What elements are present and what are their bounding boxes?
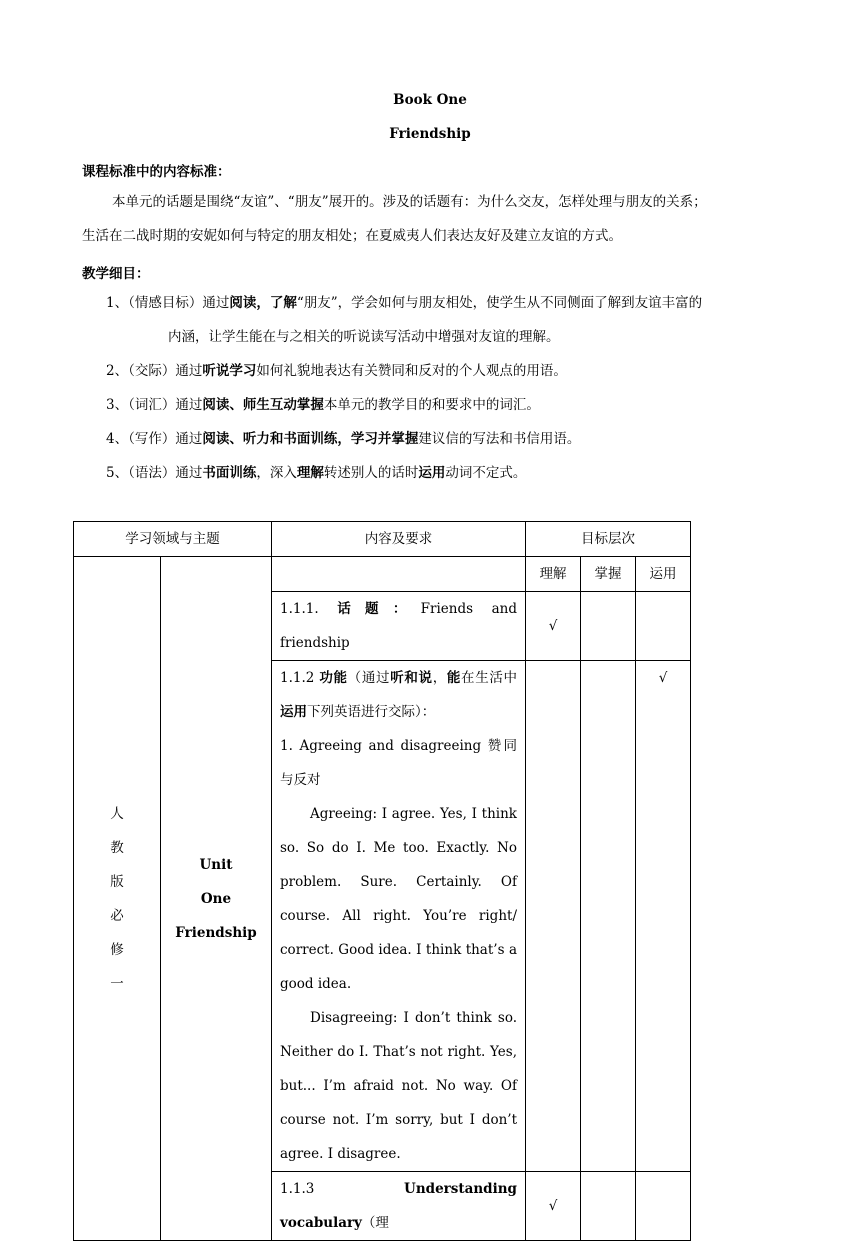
- paragraph-line-1: 本单元的话题是围绕“友谊”、“朋友”展开的。涉及的话题有：为什么交友，怎样处理与朋友的关系；: [112, 194, 707, 210]
- header-content: 内容及要求: [272, 522, 526, 557]
- paragraph-line-2: 生活在二战时期的安妮如何与特定的朋友相处；在夏威夷人们表达友好及建立友谊的方式。: [82, 228, 622, 244]
- list-item: 2、（交际）通过听说学习如何礼貌地表达有关赞同和反对的个人观点的用语。: [106, 363, 567, 379]
- document-subtitle: Friendship: [389, 126, 471, 142]
- list-item: 1、（情感目标）通过阅读，了解“朋友”，学会如何与朋友相处，使学生从不同侧面了解到友谊丰富的 内涵，让学生能在与之相关的听说读写活动中增强对友谊的理解。: [106, 295, 703, 345]
- list-item: 4、（写作）通过阅读、听力和书面训练，学习并掌握建议信的写法和书信用语。: [106, 431, 581, 447]
- level-understand: 理解: [526, 557, 581, 592]
- list-item: 5、（语法）通过书面训练，深入理解转述别人的话时运用动词不定式。: [106, 465, 527, 481]
- curriculum-table: [73, 521, 691, 1241]
- vocabulary-cell: 1.1.3 Understanding vocabulary（理: [272, 1172, 526, 1241]
- disagreeing-expressions: Disagreeing: I don’t think so. Neither do I. That’s not right. Yes, but... I’m afraid not. No way. Of course not. I’m sorry, but I don’t agree. I disagree.: [280, 1010, 517, 1162]
- agreeing-expressions: Agreeing: I agree. Yes, I think so. So do I. Me too. Exactly. No problem. Sure. Certainly. Of course. All right. You’re right/ correct. Good idea. I think that’s a good idea.: [280, 806, 517, 992]
- content-standard-heading: 课程标准中的内容标准：: [82, 164, 231, 180]
- check-mark: √: [526, 592, 581, 661]
- header-domain: 学习领域与主题: [74, 522, 272, 557]
- unit-label: Unit One Friendship: [161, 557, 272, 1241]
- textbook-vertical-label: 人 教 版 必 修 一: [74, 557, 161, 1241]
- level-master: 掌握: [581, 557, 636, 592]
- header-target-level: 目标层次: [526, 522, 691, 557]
- topic-cell: 1.1.1. 话题：Friends and friendship: [272, 592, 526, 661]
- level-apply: 运用: [636, 557, 691, 592]
- check-mark: √: [526, 1172, 581, 1241]
- check-mark: √: [636, 661, 691, 1172]
- content-standard-paragraph: [82, 185, 782, 253]
- empty-content-cell: [272, 557, 526, 592]
- document-title: Book One: [393, 92, 467, 108]
- agree-disagree-subheading: 1. Agreeing and disagreeing 赞同与反对: [280, 738, 517, 788]
- function-cell: 1.1.2 功能（通过听和说，能在生活中运用下列英语进行交际）： 1. Agreeing and disagreeing 赞同与反对 Agreeing: I agree. Yes, I think so. So do I. Me too. Exactly. No problem. Sure. Certainly. Of course. All right. You’re right/ correct. Good idea. I think that’s a good idea. Disagreeing: I don’t think so. Neither do I. That’s not right. Yes, but... I’m afraid not. No way. Of course not. I’m sorry, but I don’t agree. I disagree.: [272, 661, 526, 1172]
- list-item: 3、（词汇）通过阅读、师生互动掌握本单元的教学目的和要求中的词汇。: [106, 397, 540, 413]
- teaching-details-heading: 教学细目：: [82, 266, 150, 282]
